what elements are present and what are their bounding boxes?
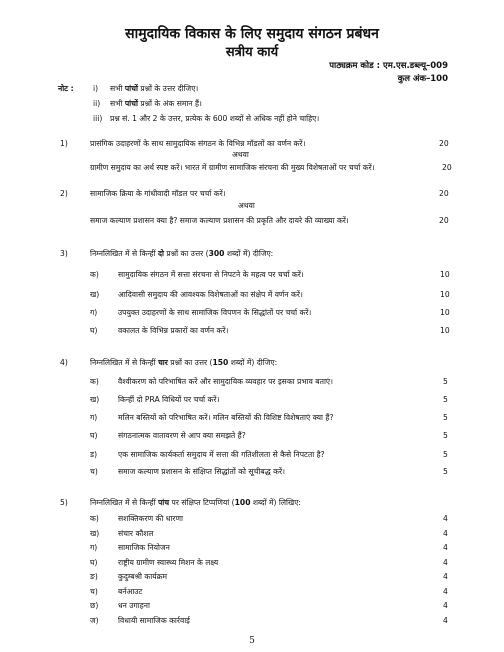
q4-item-text: एक सामाजिक कार्यकर्ता समुदाय में सत्ता की गतिशीलता से कैसे निपटता है? xyxy=(118,450,325,459)
q1-number: 1) xyxy=(60,139,68,148)
q5-item-label: च) xyxy=(90,587,98,596)
q3-item-label: क) xyxy=(90,270,99,279)
q5-item-marks: 4 xyxy=(443,587,448,596)
total-marks: कुल अंक–100 xyxy=(397,74,448,84)
q2-text-b: समाज कल्याण प्रशासन क्या है? समाज कल्याण प्रशासन की प्रकृति और दायरे की व्याख्या करें। xyxy=(90,216,349,225)
q2-marks-a: 20 xyxy=(439,189,449,198)
note-label: नोट : xyxy=(58,84,74,93)
q1-or: अथवा xyxy=(232,150,249,159)
q4-item-text: वैश्वीकरण को परिभाषित करें और सामुदायिक व्यवहार पर इसका प्रभाव बताएं। xyxy=(118,377,333,386)
q4-instruction: निम्नलिखित में से किन्हीं चार प्रश्नों का उत्तर (150 शब्दों में) दीजिए: xyxy=(90,358,278,367)
q4-item-marks: 5 xyxy=(443,395,448,404)
q3-item-text: उपयुक्त उदाहरणों के साथ सामाजिक विपणन के सिद्धांतों पर चर्चा करें। xyxy=(118,308,312,317)
document-title: सामुदायिक विकास के लिए समुदाय संगठन प्रबंधन xyxy=(125,26,379,42)
note-item-3-num: iii) xyxy=(93,114,103,123)
q4-item-marks: 5 xyxy=(443,467,448,476)
note-item-2-num: ii) xyxy=(93,99,101,108)
q3-item-label: ग) xyxy=(90,308,98,317)
q4-item-text: मलिन बस्तियों को परिभाषित करें। मलिन बस्तियों की विशिष्ट विशेषताएं क्या हैं? xyxy=(118,413,334,422)
q3-item-marks: 10 xyxy=(440,308,450,317)
q1-text-a: प्रासंगिक उदाहरणों के साथ सामुदायिक संगठन के विभिन्न मॉडलों का वर्णन करें। xyxy=(90,139,306,148)
q5-item-text: सामाजिक नियोजन xyxy=(118,543,170,552)
q5-item-text: कुदुम्बश्री कार्यक्रम xyxy=(118,572,168,581)
q3-item-marks: 10 xyxy=(440,270,450,279)
q3-item-text: वकालत के विभिन्न प्रकारों का वर्णन करें। xyxy=(118,326,229,335)
q4-item-marks: 5 xyxy=(443,413,448,422)
q5-item-text: बर्नआउट xyxy=(118,587,143,596)
q4-item-label: ख) xyxy=(90,395,100,404)
q3-item-marks: 10 xyxy=(440,290,450,299)
q4-item-text: किन्हीं दो PRA विधियों पर चर्चा करें। xyxy=(118,395,220,404)
q5-item-marks: 4 xyxy=(443,543,448,552)
q4-item-label: ग) xyxy=(90,413,98,422)
q3-number: 3) xyxy=(60,249,68,258)
q5-item-marks: 4 xyxy=(443,572,448,581)
q1-marks-b: 20 xyxy=(442,163,452,172)
q5-item-label: ङ) xyxy=(90,572,98,581)
q4-number: 4) xyxy=(60,358,68,367)
note-item-3: प्रश्न सं. 1 और 2 के उत्तर, प्रत्येक के 600 शब्दों से अधिक नहीं होने चाहिए। xyxy=(110,114,320,123)
q3-item-text: आदिवासी समुदाय की आवश्यक विशेषताओं का संक्षेप में वर्णन करें। xyxy=(118,290,303,299)
note-item-1: सभी पांचों प्रश्नों के उत्तर दीजिए। xyxy=(110,84,199,93)
q2-number: 2) xyxy=(60,189,68,198)
q4-item-label: च) xyxy=(90,467,98,476)
q1-text-b: ग्रामीण समुदाय का अर्थ स्पष्ट करें। भारत में ग्रामीण सामाजिक संरचना की मुख्य विशेषताओं पर चर्चा करें। xyxy=(90,163,375,172)
q5-item-text: राष्ट्रीय ग्रामीण स्वास्थ्य मिशन के लक्ष्य xyxy=(118,558,219,567)
course-code: पाठ्यक्रम कोड : एम.एस.डब्ल्यू–009 xyxy=(329,61,448,71)
q5-item-marks: 4 xyxy=(443,558,448,567)
q4-item-label: क) xyxy=(90,377,99,386)
q4-item-text: संगठनात्मक वातावरण से आप क्या समझते हैं? xyxy=(118,431,246,440)
q3-item-marks: 10 xyxy=(440,326,450,335)
q5-item-text: संचार कौशल xyxy=(118,529,154,538)
note-item-1-num: i) xyxy=(93,84,99,93)
q5-item-marks: 4 xyxy=(443,616,448,625)
q5-item-label: ख) xyxy=(90,529,100,538)
q4-item-text: समाज कल्याण प्रशासन के संक्षिप्त सिद्धांतों को सूचीबद्ध करें। xyxy=(118,467,285,476)
q4-item-marks: 5 xyxy=(443,377,448,386)
course-info xyxy=(329,60,448,86)
q4-item-label: घ) xyxy=(90,431,98,440)
q5-item-label: घ) xyxy=(90,558,98,567)
q5-item-text: विधायी सामाजिक कार्रवाई xyxy=(118,616,190,625)
page-number: 5 xyxy=(249,636,255,646)
q4-item-marks: 5 xyxy=(443,450,448,459)
q5-item-marks: 4 xyxy=(443,601,448,610)
q1-marks-a: 20 xyxy=(439,139,449,148)
q5-item-text: धन उगाहना xyxy=(118,601,150,610)
q5-instruction: निम्नलिखित में से किन्हीं पांच पर संक्षिप्त टिप्पणियां (100 शब्दों में) लिखिए: xyxy=(90,498,301,507)
q3-instruction: निम्नलिखित में से किन्हीं दो प्रश्नों का उत्तर (300 शब्दों में) दीजिए: xyxy=(90,249,274,258)
note-item-2: सभी पांचों प्रश्नों के अंक समान हैं। xyxy=(110,99,202,108)
q5-item-marks: 4 xyxy=(443,529,448,538)
document-subtitle: सत्रीय कार्य xyxy=(225,45,279,60)
q5-item-label: छ) xyxy=(90,601,99,610)
q5-number: 5) xyxy=(60,498,68,507)
q4-item-marks: 5 xyxy=(443,431,448,440)
q3-item-text: सामुदायिक संगठन में सत्ता संरचना से निपटने के महत्व पर चर्चा करें। xyxy=(118,270,304,279)
q2-text-a: सामाजिक क्रिया के गांधीवादी मॉडल पर चर्चा करें। xyxy=(90,189,226,198)
q3-item-label: घ) xyxy=(90,326,98,335)
q2-marks-b: 20 xyxy=(439,216,449,225)
q5-item-text: सशक्तिकरण की धारणा xyxy=(118,514,183,523)
q5-item-marks: 4 xyxy=(443,514,448,523)
q5-item-label: क) xyxy=(90,514,99,523)
q3-item-label: ख) xyxy=(90,290,100,299)
q4-item-label: ड) xyxy=(90,450,98,459)
q2-or: अथवा xyxy=(238,201,255,210)
q5-item-label: ज) xyxy=(90,616,99,625)
q5-item-label: ग) xyxy=(90,543,98,552)
